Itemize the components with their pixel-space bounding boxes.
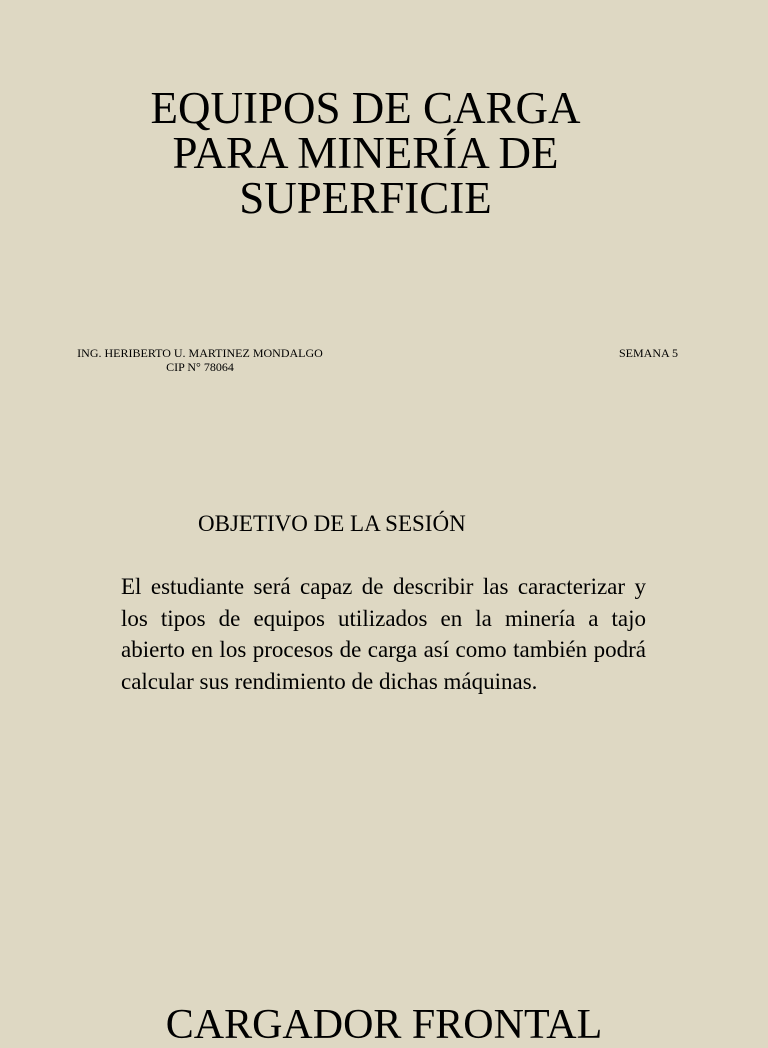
next-slide-title: CARGADOR FRONTAL — [165, 1002, 603, 1048]
page-title — [0, 83, 731, 223]
title-line-3: SUPERFICIE — [239, 173, 492, 223]
objective-heading: OBJETIVO DE LA SESIÓN — [198, 511, 466, 536]
title-line-2: PARA MINERÍA DE — [172, 128, 559, 178]
author-name: ING. HERIBERTO U. MARTINEZ MONDALGO — [77, 346, 323, 360]
title-line-1: EQUIPOS DE CARGA — [150, 83, 581, 133]
week-label: SEMANA 5 — [619, 346, 679, 360]
author-cip: CIP N° 78064 — [166, 360, 234, 374]
author-block — [69, 346, 331, 374]
objective-text: El estudiante será capaz de describir las caracterizar y los tipos de equipos utilizados en la minería a tajo abierto en los procesos de carga así como también podrá calcular sus rendimiento de dichas máquinas. — [121, 574, 646, 694]
